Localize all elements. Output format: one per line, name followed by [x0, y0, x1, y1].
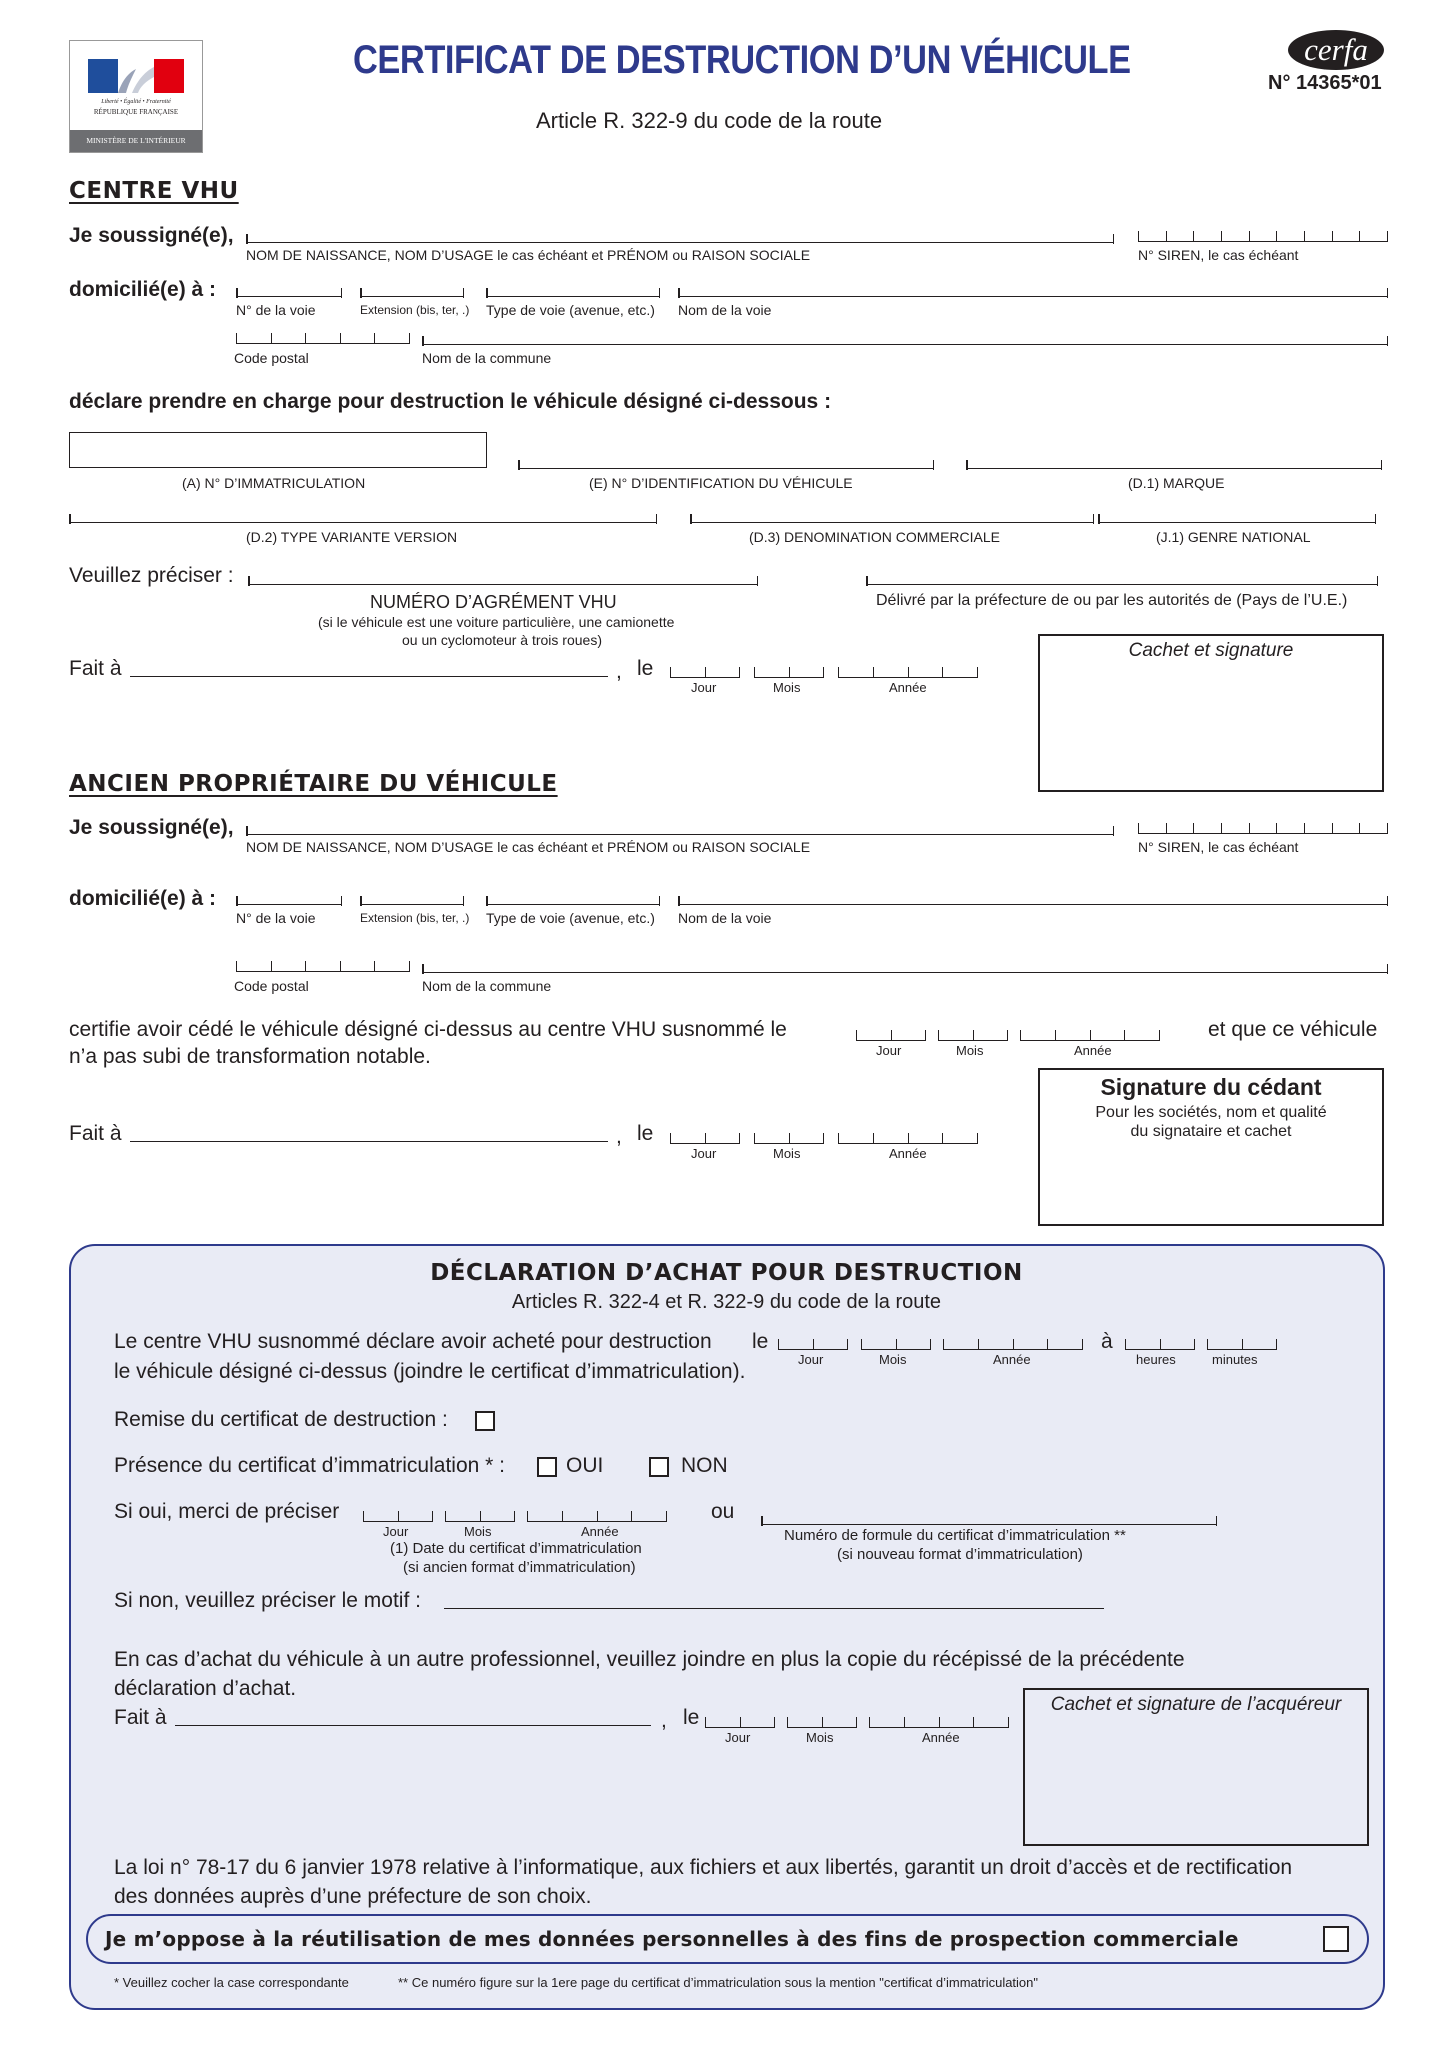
declaration-le-label: le: [752, 1330, 769, 1353]
signature-cedant-note-2: du signataire et cachet: [1130, 1123, 1292, 1140]
ancien-siren-field[interactable]: [1138, 820, 1388, 834]
centre-nom-voie-caption: Nom de la voie: [678, 302, 772, 318]
ancien-type-voie-field[interactable]: [486, 890, 660, 905]
achat-text-1: En cas d’achat du véhicule à un autre professionnel, veuillez joindre en plus la copie du récépissé de la précédente: [114, 1648, 1185, 1671]
immatriculation-caption: (A) N° D’IMMATRICULATION: [182, 475, 366, 491]
ancien-mois-field[interactable]: [754, 1130, 824, 1144]
declaration-mois-field[interactable]: [861, 1336, 931, 1350]
declaration-fait-annee-caption: Année: [922, 1730, 960, 1745]
ancien-jour-caption: Jour: [691, 1146, 717, 1161]
ancien-cede-jour-field[interactable]: [856, 1027, 926, 1041]
identification-caption: (E) N° D’IDENTIFICATION DU VÉHICULE: [589, 475, 853, 491]
centre-jour-field[interactable]: [670, 664, 740, 678]
centre-mois-field[interactable]: [754, 664, 824, 678]
signature-cedant-box[interactable]: [1038, 1068, 1384, 1226]
agrement-note-1: (si le véhicule est une voiture particulière, une camionette: [318, 614, 675, 630]
ancien-code-postal-caption: Code postal: [234, 978, 309, 994]
ancien-jour-field[interactable]: [670, 1130, 740, 1144]
ancien-voie-num-caption: N° de la voie: [236, 910, 316, 926]
date-certificat-caption-1: (1) Date du certificat d’immatriculation: [390, 1540, 642, 1557]
certifie-text-1: certifie avoir cédé le véhicule désigné ci-dessus au centre VHU susnommé le: [69, 1018, 787, 1041]
denomination-field[interactable]: [690, 508, 1094, 523]
declaration-line-2: le véhicule désigné ci-dessus (joindre le certificat d’immatriculation).: [114, 1360, 746, 1383]
presence-oui-label: OUI: [566, 1454, 604, 1477]
centre-name-field[interactable]: [246, 228, 1114, 243]
presence-non-label: NON: [681, 1454, 728, 1477]
republique-francaise-logo: [69, 40, 203, 153]
page-title: CERTIFICAT DE DESTRUCTION D’UN VÉHICULE: [353, 38, 1131, 82]
ancien-cede-jour-caption: Jour: [876, 1043, 902, 1058]
ancien-comma: ,: [616, 1125, 622, 1148]
cerfa-logo-text: cerfa: [1304, 32, 1368, 67]
agrement-caption: NUMÉRO D’AGRÉMENT VHU: [370, 592, 617, 612]
declaration-line-1: Le centre VHU susnommé déclare avoir acheté pour destruction: [114, 1330, 712, 1353]
ancien-le-label: le: [637, 1122, 654, 1145]
centre-siren-field[interactable]: [1138, 228, 1388, 242]
centre-name-caption: NOM DE NAISSANCE, NOM D’USAGE le cas échéant et PRÉNOM ou RAISON SOCIALE: [246, 247, 811, 263]
genre-field[interactable]: [1098, 508, 1376, 523]
centre-mois-caption: Mois: [773, 680, 801, 695]
ancien-extension-field[interactable]: [360, 890, 464, 905]
centre-voie-num-caption: N° de la voie: [236, 302, 316, 318]
centre-je-soussigne-label: Je soussigné(e),: [69, 224, 234, 247]
si-oui-annee-caption: Année: [581, 1524, 619, 1539]
declaration-fait-mois-caption: Mois: [806, 1730, 834, 1745]
ancien-annee-field[interactable]: [838, 1130, 978, 1144]
centre-type-voie-field[interactable]: [486, 282, 660, 297]
centre-le-label: le: [637, 657, 654, 680]
opposition-banner: [86, 1914, 1369, 1964]
immatriculation-box[interactable]: [69, 432, 487, 468]
ancien-nom-voie-caption: Nom de la voie: [678, 910, 772, 926]
declaration-annee-field[interactable]: [943, 1336, 1083, 1350]
centre-commune-caption: Nom de la commune: [422, 350, 552, 366]
centre-siren-caption: N° SIREN, le cas échéant: [1138, 247, 1299, 263]
declaration-a-label: à: [1101, 1330, 1113, 1353]
footnote-1: * Veuillez cocher la case correspondante: [114, 1975, 349, 1990]
ancien-fait-a-field[interactable]: [130, 1141, 608, 1142]
page-subtitle: Article R. 322-9 du code de la route: [536, 108, 883, 133]
centre-fait-a-label: Fait à: [69, 657, 122, 680]
numero-formule-caption-1: Numéro de formule du certificat d’immatriculation **: [784, 1527, 1126, 1544]
declaration-fait-jour-caption: Jour: [725, 1730, 751, 1745]
ancien-name-caption: NOM DE NAISSANCE, NOM D’USAGE le cas échéant et PRÉNOM ou RAISON SOCIALE: [246, 839, 811, 855]
ancien-mois-caption: Mois: [773, 1146, 801, 1161]
presence-non-checkbox[interactable]: [649, 1457, 669, 1477]
si-oui-label: Si oui, merci de préciser: [114, 1500, 340, 1523]
delivre-caption: Délivré par la préfecture de ou par les autorités de (Pays de l’U.E.): [876, 592, 1348, 609]
agrement-field[interactable]: [248, 570, 758, 585]
ancien-cede-annee-caption: Année: [1074, 1043, 1112, 1058]
ancien-code-postal-field[interactable]: [236, 958, 410, 972]
centre-declare-text: déclare prendre en charge pour destruction le véhicule désigné ci-dessous :: [69, 390, 832, 413]
ancien-siren-caption: N° SIREN, le cas échéant: [1138, 839, 1299, 855]
ancien-type-voie-caption: Type de voie (avenue, etc.): [486, 910, 655, 926]
ancien-nom-voie-field[interactable]: [678, 890, 1388, 905]
veuillez-preciser-label: Veuillez préciser :: [69, 564, 234, 587]
declaration-fait-a-label: Fait à: [114, 1706, 167, 1729]
declaration-minutes-field[interactable]: [1207, 1336, 1277, 1350]
declaration-fait-jour-field[interactable]: [705, 1714, 775, 1728]
centre-type-voie-caption: Type de voie (avenue, etc.): [486, 302, 655, 318]
centre-code-postal-caption: Code postal: [234, 350, 309, 366]
remise-label: Remise du certificat de destruction :: [114, 1408, 448, 1431]
presence-label: Présence du certificat d’immatriculation * :: [114, 1454, 505, 1477]
date-certificat-caption-2: (si ancien format d’immatriculation): [403, 1559, 636, 1576]
si-non-label: Si non, veuillez préciser le motif :: [114, 1589, 421, 1612]
declaration-annee-caption: Année: [993, 1352, 1031, 1367]
ancien-cede-mois-field[interactable]: [938, 1027, 1008, 1041]
loi-text-1: La loi n° 78-17 du 6 janvier 1978 relative à l’informatique, aux fichiers et aux libertés, garantit un droit d’accès et de rectification: [114, 1856, 1293, 1879]
ancien-cede-annee-field[interactable]: [1020, 1027, 1160, 1041]
declaration-le-label-2: le: [683, 1706, 700, 1729]
footnote-2: ** Ce numéro figure sur la 1ere page du certificat d’immatriculation sous la mention "certificat d’immatriculation": [398, 1975, 1039, 1990]
et-que-text: et que ce véhicule: [1208, 1018, 1378, 1041]
si-oui-annee-field[interactable]: [527, 1508, 667, 1522]
marianne-flag-icon: [88, 57, 184, 95]
declaration-mois-caption: Mois: [879, 1352, 907, 1367]
ancien-voie-num-field[interactable]: [236, 890, 342, 905]
si-oui-jour-caption: Jour: [383, 1524, 409, 1539]
centre-voie-num-field[interactable]: [236, 282, 342, 297]
certifie-text-2: n’a pas subi de transformation notable.: [69, 1045, 431, 1068]
centre-extension-caption: Extension (bis, ter, .): [360, 303, 470, 317]
genre-caption: (J.1) GENRE NATIONAL: [1156, 529, 1311, 545]
ancien-commune-caption: Nom de la commune: [422, 978, 552, 994]
cerfa-number: N° 14365*01: [1268, 72, 1382, 94]
delivre-field[interactable]: [866, 570, 1378, 585]
cachet-acquereur-box[interactable]: [1023, 1688, 1369, 1846]
remise-checkbox[interactable]: [475, 1411, 495, 1431]
achat-text-2: déclaration d’achat.: [114, 1677, 297, 1700]
centre-annee-caption: Année: [889, 680, 927, 695]
cachet-signature-label: Cachet et signature: [1128, 640, 1294, 661]
declaration-heures-caption: heures: [1136, 1352, 1176, 1367]
signature-cedant-title: Signature du cédant: [1100, 1074, 1322, 1100]
declaration-heures-field[interactable]: [1125, 1336, 1195, 1350]
declaration-fait-a-field[interactable]: [175, 1725, 651, 1726]
section-heading-ancien-proprietaire: ANCIEN PROPRIÉTAIRE DU VÉHICULE: [69, 771, 558, 797]
declaration-fait-annee-field[interactable]: [869, 1714, 1009, 1728]
ancien-je-soussigne-label: Je soussigné(e),: [69, 816, 234, 839]
centre-extension-field[interactable]: [360, 282, 464, 297]
centre-nom-voie-field[interactable]: [678, 282, 1388, 297]
opposition-text: Je m’oppose à la réutilisation de mes données personnelles à des fins de prospection commerciale: [105, 1927, 1239, 1951]
ancien-annee-caption: Année: [889, 1146, 927, 1161]
signature-cedant-note-1: Pour les sociétés, nom et qualité: [1095, 1104, 1327, 1121]
declaration-subtitle: Articles R. 322-4 et R. 322-9 du code de la route: [511, 1291, 942, 1313]
logo-motto: Liberté • Égalité • Fraternité: [101, 99, 171, 105]
type-variante-field[interactable]: [69, 508, 657, 523]
declaration-comma: ,: [661, 1709, 667, 1732]
ancien-extension-caption: Extension (bis, ter, .): [360, 911, 470, 925]
ancien-cede-mois-caption: Mois: [956, 1043, 984, 1058]
declaration-jour-field[interactable]: [778, 1336, 848, 1350]
centre-comma: ,: [616, 660, 622, 683]
centre-commune-field[interactable]: [422, 330, 1388, 345]
centre-annee-field[interactable]: [838, 664, 978, 678]
marque-caption: (D.1) MARQUE: [1128, 475, 1225, 491]
declaration-fait-mois-field[interactable]: [787, 1714, 857, 1728]
loi-text-2: des données auprès d’une préfecture de son choix.: [114, 1885, 592, 1908]
type-variante-caption: (D.2) TYPE VARIANTE VERSION: [246, 529, 458, 545]
centre-fait-a-field[interactable]: [130, 676, 608, 677]
presence-oui-checkbox[interactable]: [537, 1457, 557, 1477]
ou-label: ou: [711, 1500, 735, 1523]
ancien-domicile-label: domicilié(e) à :: [69, 887, 217, 910]
cachet-acquereur-label: Cachet et signature de l’acquéreur: [1050, 1694, 1342, 1715]
declaration-minutes-caption: minutes: [1212, 1352, 1258, 1367]
denomination-caption: (D.3) DENOMINATION COMMERCIALE: [749, 529, 1000, 545]
declaration-jour-caption: Jour: [798, 1352, 824, 1367]
numero-formule-field[interactable]: [761, 1510, 1217, 1525]
centre-domicile-label: domicilié(e) à :: [69, 278, 217, 301]
numero-formule-caption-2: (si nouveau format d’immatriculation): [837, 1546, 1083, 1563]
opposition-checkbox[interactable]: [1323, 1926, 1349, 1952]
identification-field[interactable]: [518, 454, 934, 469]
cachet-signature-box[interactable]: [1038, 634, 1384, 792]
si-oui-mois-caption: Mois: [464, 1524, 492, 1539]
cerfa-logo: [1288, 30, 1384, 70]
declaration-title: DÉCLARATION D’ACHAT POUR DESTRUCTION: [430, 1260, 1023, 1286]
si-oui-mois-field[interactable]: [445, 1508, 515, 1522]
centre-jour-caption: Jour: [691, 680, 717, 695]
ancien-fait-a-label: Fait à: [69, 1122, 122, 1145]
marque-field[interactable]: [966, 454, 1382, 469]
logo-ministry: MINISTÈRE DE L'INTÉRIEUR: [86, 136, 186, 145]
section-heading-centre-vhu: CENTRE VHU: [69, 178, 239, 204]
logo-republic: RÉPUBLIQUE FRANÇAISE: [93, 108, 179, 116]
centre-code-postal-field[interactable]: [236, 330, 410, 344]
logo-ministry-band: [70, 130, 202, 152]
si-non-motif-field[interactable]: [444, 1608, 1104, 1609]
si-oui-jour-field[interactable]: [363, 1508, 433, 1522]
ancien-name-field[interactable]: [246, 820, 1114, 835]
agrement-note-2: ou un cyclomoteur à trois roues): [402, 632, 602, 648]
declaration-panel: [69, 1244, 1385, 2010]
ancien-commune-field[interactable]: [422, 958, 1388, 973]
